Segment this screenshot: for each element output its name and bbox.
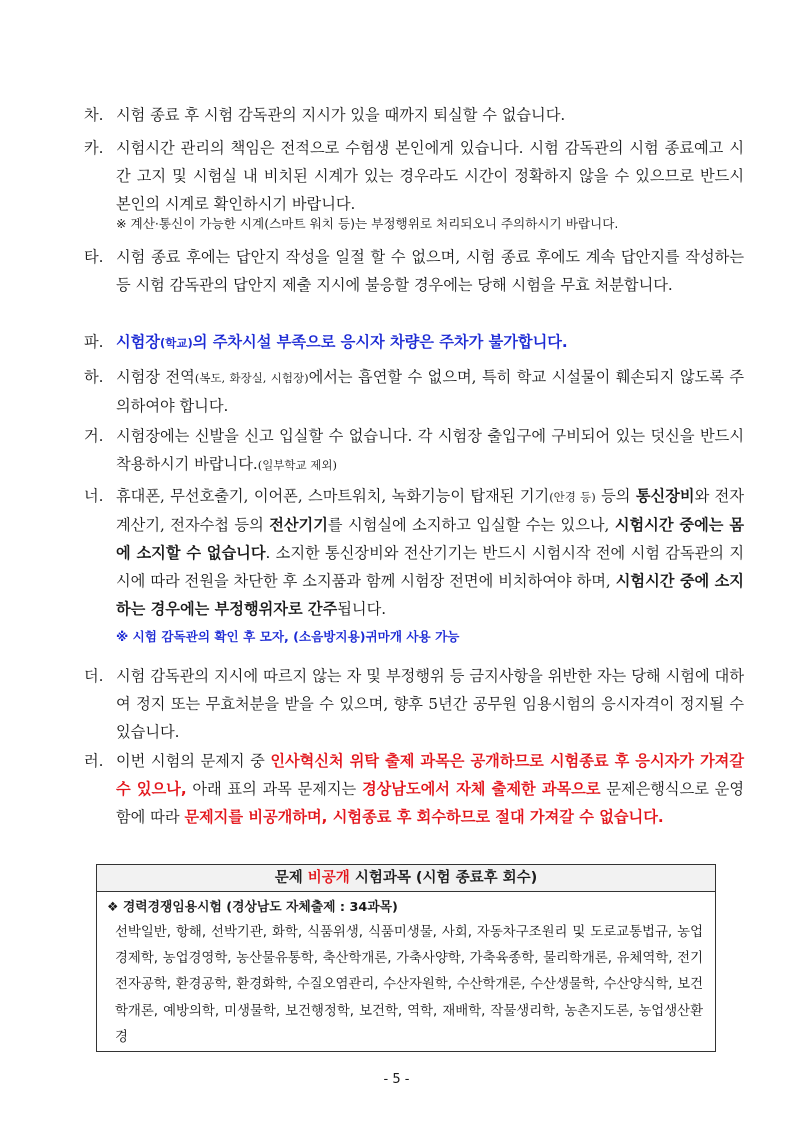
item-marker: 거.	[84, 427, 104, 445]
item-pa	[84, 328, 744, 357]
watch-note: ※ 계산·통신이 가능한 시계(스마트 워치 등)는 부정행위로 처리되오니 주의하시기 바랍니다.	[116, 216, 619, 231]
item-marker: 파.	[84, 333, 104, 351]
item-text: 시험 종료 후 시험 감독관의 지시가 있을 때까지 퇴실할 수 없습니다.	[116, 106, 566, 124]
box-title: 문제 비공개 시험과목 (시험 종료후 회수)	[97, 865, 715, 892]
item-text: 시험 감독관의 지시에 따르지 않는 자 및 부정행위 등 금지사항을 위반한 자는 당해 시험에 대하여 정지 또는 무효처분을 받을 수 있으며, 향후 5년간 공무원 임용시험의 응시자격이 정지될 수 있습니다.	[116, 667, 744, 741]
item-neo	[84, 482, 744, 623]
hat-earplug-note: ※ 시험 감독관의 확인 후 모자, (소음방지용)귀마개 사용 가능	[116, 629, 460, 644]
item-marker: 러.	[84, 752, 104, 770]
item-marker: 카.	[84, 139, 104, 157]
item-marker: 하.	[84, 368, 104, 386]
item-text: 휴대폰, 무선호출기, 이어폰, 스마트워치, 녹화기능이 탑재된 기기(안경 등) 등의 통신장비와 전자계산기, 전자수첩 등의 전산기기를 시험실에 소지하고 입실할 수는 있으나, 시험시간 중에는 몸에 소지할 수 없습니다. 소지한 통신장비와 전산기기는 반드시 시험시작 전에 시험 감독관의 지시에 따라 전원을 차단한 후 소지품과 함께 시험장 전면에 비치하여야 하며, 시험시간 중에 소지하는 경우에는 부정행위자로 간주됩니다.	[116, 487, 745, 618]
box-subheading: ❖ 경력경쟁임용시험 (경상남도 자체출제 : 34과목)	[107, 900, 398, 915]
item-text: 시험시간 관리의 책임은 전적으로 수험생 본인에게 있습니다. 시험 감독관의 시험 종료예고 시간 고지 및 시험실 내 비치된 시계가 있는 경우라도 시간이 정확하지 않을 수 있으므로 반드시 본인의 시계로 확인하시기 바랍니다.	[116, 139, 744, 213]
parking-notice: 시험장(학교)의 주차시설 부족으로 응시자 차량은 주차가 불가합니다.	[116, 333, 568, 351]
item-text: 시험장 전역(복도, 화장실, 시험장)에서는 흡연할 수 없으며, 특히 학교 시설물이 훼손되지 않도록 주의하여야 합니다.	[116, 368, 745, 415]
page-number: - 5 -	[383, 1072, 410, 1087]
non-public-subjects-box	[96, 864, 716, 1052]
item-text: 시험 종료 후에는 답안지 작성을 일절 할 수 없으며, 시험 종료 후에도 계속 답안지를 작성하는 등 시험 감독관의 답안지 제출 지시에 불응할 경우에는 당해 시험을 무효 처분합니다.	[116, 248, 744, 294]
item-ta	[84, 243, 744, 299]
subject-list: 선박일반, 항해, 선박기관, 화학, 식품위생, 식품미생물, 사회, 자동차구조원리 및 도로교통법규, 농업경제학, 농업경영학, 농산물유통학, 축산학개론, 가축사양학, 가축육종학, 물리학개론, 유체역학, 전기전자공학, 환경공학, 환경화학, 수질오염관리, 수산자원학, 수산학개론, 수산생물학, 수산양식학, 보건학개론, 예방의학, 미생물학, 보건행정학, 보건학, 역학, 재배학, 작물생리학, 농촌지도론, 농업생산환경	[115, 925, 703, 1045]
item-marker: 차.	[84, 106, 104, 124]
item-geo	[84, 422, 744, 479]
item-text: 이번 시험의 문제지 중 인사혁신처 위탁 출제 과목은 공개하므로 시험종료 후 응시자가 가져갈 수 있으나, 아래 표의 과목 문제지는 경상남도에서 자체 출제한 과목으로 문제은행식으로 운영함에 따라 문제지를 비공개하며, 시험종료 후 회수하므로 절대 가져갈 수 없습니다.	[116, 752, 744, 826]
item-marker: 타.	[84, 248, 104, 266]
item-marker: 더.	[84, 667, 104, 685]
item-deo	[84, 662, 744, 746]
item-text: 시험장에는 신발을 신고 입실할 수 없습니다. 각 시험장 출입구에 구비되어 있는 덧신을 반드시 착용하시기 바랍니다.(일부학교 제외)	[116, 427, 744, 473]
item-reo	[84, 747, 744, 831]
item-ka	[84, 134, 744, 218]
item-cha	[84, 101, 744, 129]
item-ha	[84, 363, 744, 420]
item-marker: 너.	[84, 487, 104, 505]
